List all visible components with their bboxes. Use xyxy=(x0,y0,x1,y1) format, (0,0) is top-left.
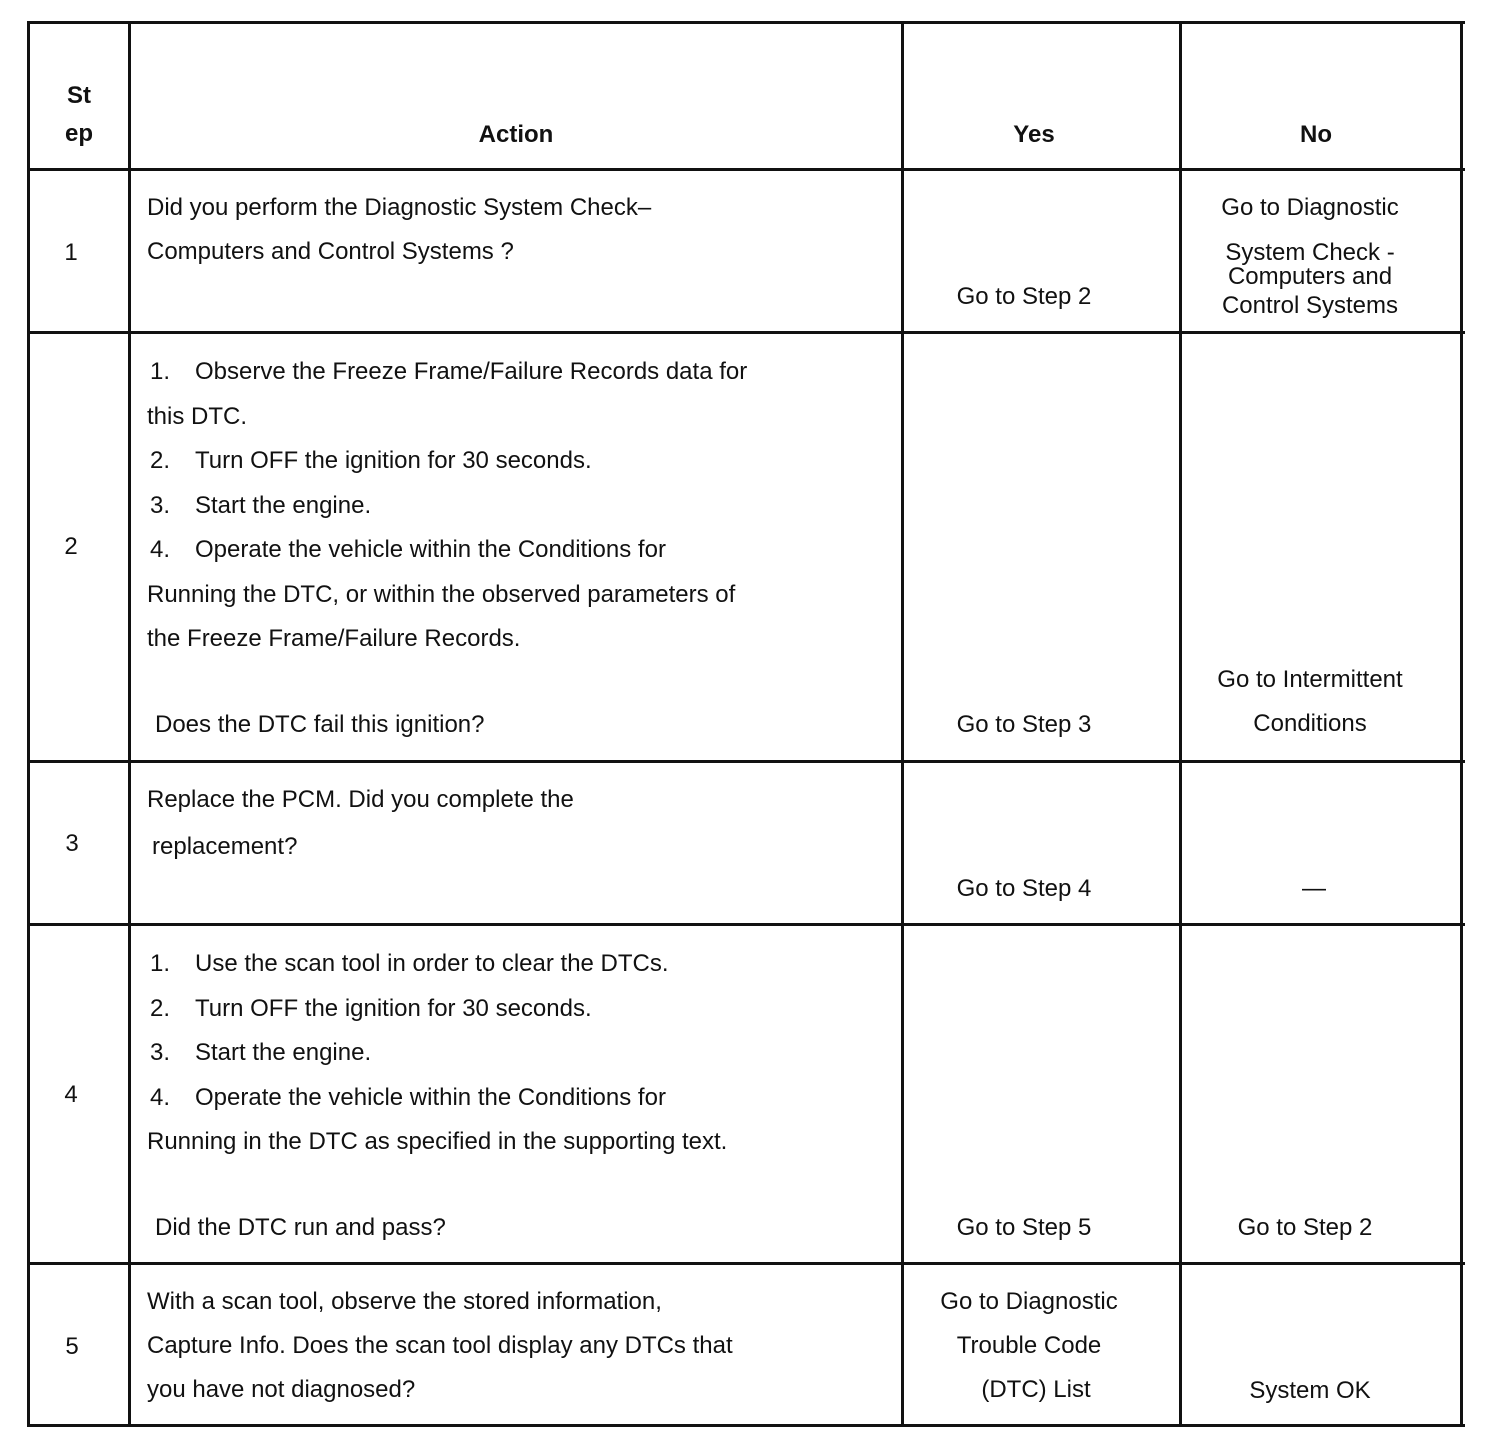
action-cell xyxy=(147,942,727,1165)
item-text: Start the engine. xyxy=(195,1039,372,1066)
no-result: System OK xyxy=(1249,1377,1371,1404)
action-item xyxy=(147,617,747,662)
yes-result: Go to Step 3 xyxy=(956,711,1092,738)
yes-result xyxy=(904,1280,1154,1412)
no-result: Go to Step 2 xyxy=(1237,1214,1373,1241)
item-number: 4. xyxy=(150,536,171,563)
row-divider xyxy=(27,1262,1465,1265)
action-item xyxy=(147,987,727,1032)
item-number: 2. xyxy=(150,447,171,474)
action-cell xyxy=(147,350,747,662)
item-text: this DTC. xyxy=(147,402,248,430)
item-text: Running the DTC, or within the observed parameters of xyxy=(147,580,736,608)
action-item xyxy=(147,395,747,440)
action-cell xyxy=(147,1280,733,1412)
no-result-line: Control Systems xyxy=(1221,292,1399,319)
item-text: Turn OFF the ignition for 30 seconds. xyxy=(195,447,592,474)
row-divider xyxy=(27,760,1465,763)
action-cell xyxy=(147,778,574,869)
item-number: 1. xyxy=(150,358,171,385)
diagnostic-table xyxy=(27,21,1465,1427)
item-number: 3. xyxy=(150,1039,171,1066)
action-text: replacement? xyxy=(152,833,298,860)
item-text: Operate the vehicle within the Conditions for xyxy=(195,1083,666,1111)
item-text: Start the engine. xyxy=(195,491,372,519)
action-item xyxy=(147,1076,727,1121)
header-yes: Yes xyxy=(1013,121,1055,148)
action-item xyxy=(147,1031,727,1076)
no-result-line: Computers and xyxy=(1227,263,1393,290)
no-result-line: Go to Intermittent xyxy=(1217,666,1403,693)
yes-result-line: (DTC) List xyxy=(981,1376,1091,1403)
item-number: 1. xyxy=(150,950,171,977)
table-border-bottom xyxy=(27,1424,1465,1427)
no-result xyxy=(1182,186,1438,319)
action-text: Capture Info. Does the scan tool display any DTCs that xyxy=(147,1332,733,1359)
yes-result-line: Trouble Code xyxy=(956,1332,1102,1359)
action-item xyxy=(147,528,747,573)
no-result-line: System Check - xyxy=(1225,239,1395,266)
item-number: 3. xyxy=(150,491,171,519)
no-result xyxy=(1182,658,1438,746)
action-item xyxy=(147,350,747,395)
action-text: With a scan tool, observe the stored information, xyxy=(147,1288,662,1315)
column-divider xyxy=(128,21,131,1427)
table-border-right xyxy=(1460,21,1463,1427)
item-number: 4. xyxy=(150,1083,171,1111)
row-divider xyxy=(27,331,1465,334)
action-item xyxy=(147,573,747,618)
action-text: Computers and Control Systems ? xyxy=(147,238,514,265)
action-item xyxy=(147,1120,727,1165)
step-number: 2 xyxy=(64,533,78,560)
item-number: 2. xyxy=(150,994,171,1022)
header-step-line: St xyxy=(67,82,91,109)
step-number: 3 xyxy=(65,830,79,857)
step-number: 4 xyxy=(64,1081,78,1108)
header-no: No xyxy=(1300,121,1332,148)
item-text: Operate the vehicle within the Conditions for xyxy=(195,536,666,563)
action-question: Did the DTC run and pass? xyxy=(155,1214,446,1241)
item-text: the Freeze Frame/Failure Records. xyxy=(147,625,521,652)
yes-result: Go to Step 5 xyxy=(956,1214,1092,1241)
yes-result: Go to Step 4 xyxy=(956,875,1092,902)
yes-result: Go to Step 2 xyxy=(956,283,1092,310)
step-number: 1 xyxy=(64,239,78,266)
header-action: Action xyxy=(478,121,554,148)
action-text: Did you perform the Diagnostic System Check– xyxy=(147,194,652,221)
action-item xyxy=(147,942,727,987)
table-border-top xyxy=(27,21,1465,24)
action-text: you have not diagnosed? xyxy=(147,1376,416,1403)
no-result-line: Go to Diagnostic xyxy=(1221,194,1399,221)
header-step-line: ep xyxy=(64,120,93,147)
no-result: — xyxy=(1302,875,1326,902)
item-text: Turn OFF the ignition for 30 seconds. xyxy=(195,994,592,1022)
action-cell xyxy=(147,186,651,274)
yes-result-line: Go to Diagnostic xyxy=(940,1288,1118,1315)
action-text: Replace the PCM. Did you complete the xyxy=(147,786,574,813)
header-step xyxy=(30,77,128,153)
item-text: Running in the DTC as specified in the supporting text. xyxy=(147,1128,728,1155)
item-text: Use the scan tool in order to clear the DTCs. xyxy=(195,950,669,977)
item-text: Observe the Freeze Frame/Failure Records data for xyxy=(195,358,748,385)
action-item xyxy=(147,439,747,484)
action-item xyxy=(147,484,747,529)
no-result-line: Conditions xyxy=(1253,710,1367,737)
row-divider xyxy=(27,923,1465,926)
action-question: Does the DTC fail this ignition? xyxy=(155,711,485,738)
row-divider xyxy=(27,168,1465,171)
step-number: 5 xyxy=(65,1333,79,1360)
